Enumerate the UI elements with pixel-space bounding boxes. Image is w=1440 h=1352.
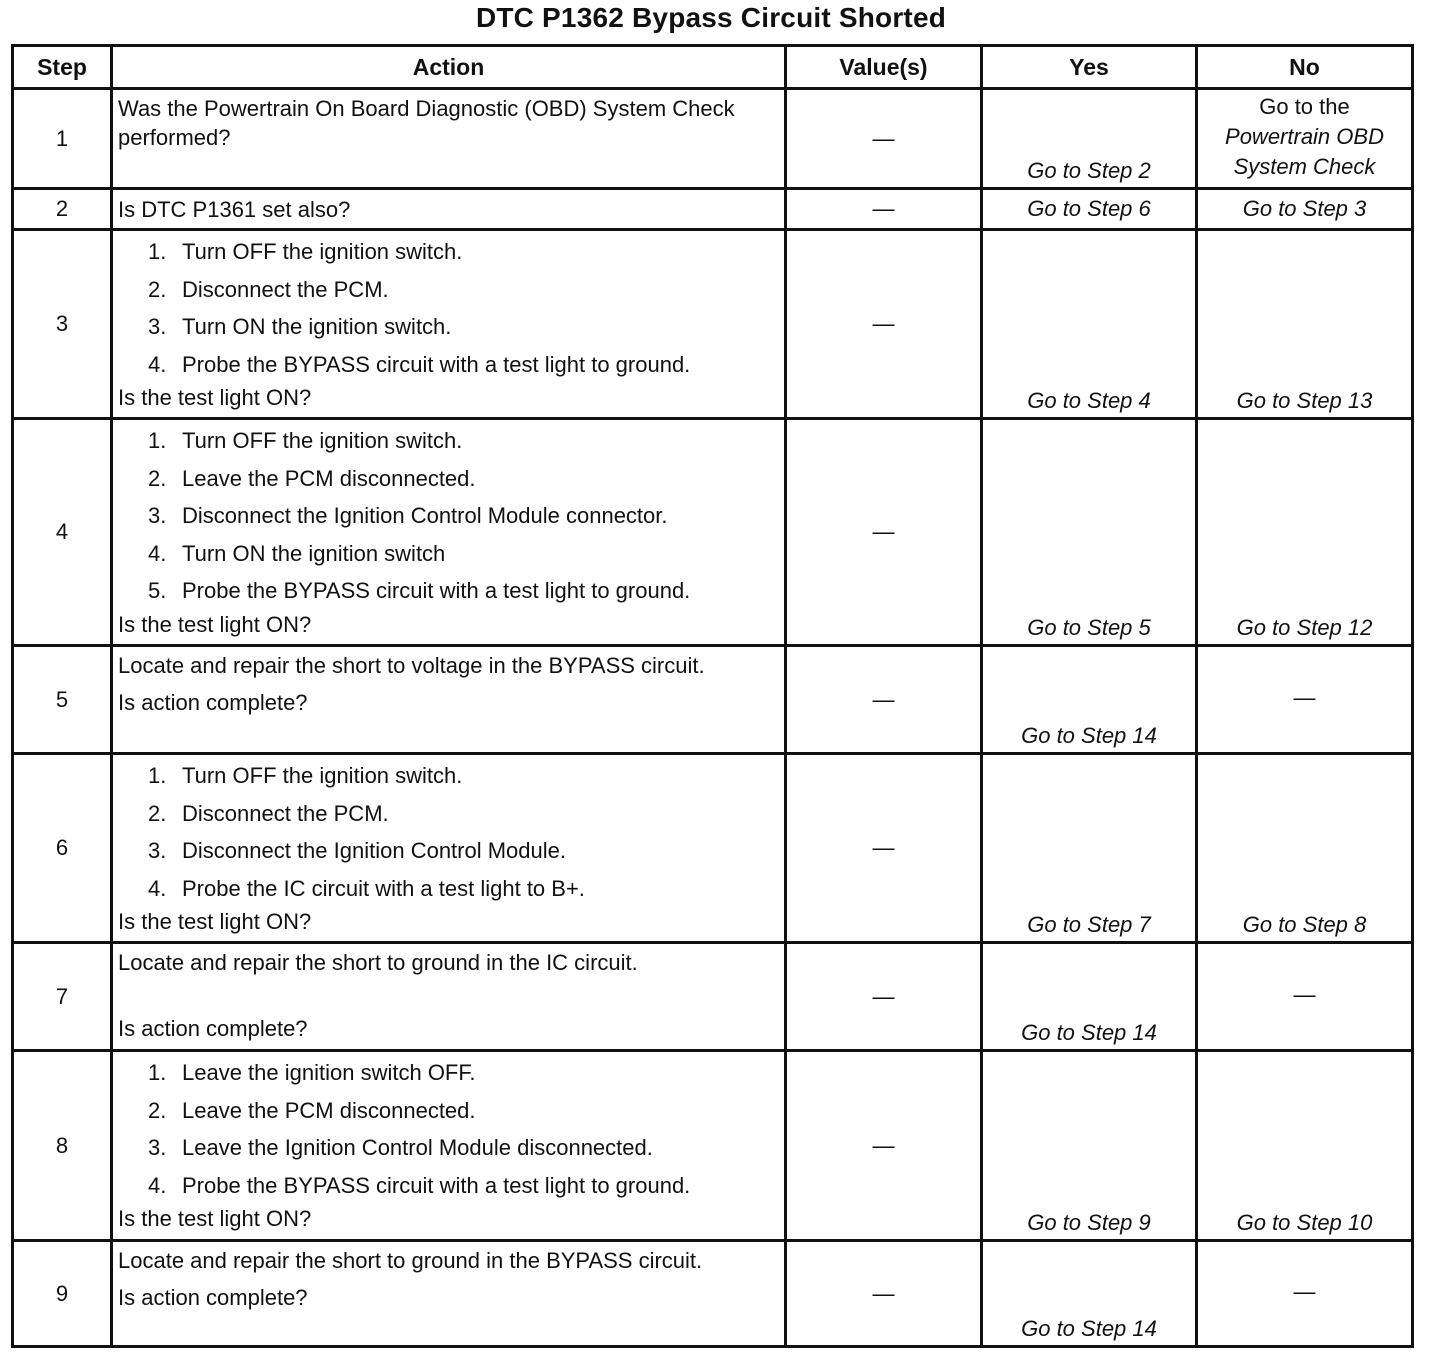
list-item (118, 346, 780, 384)
item-number: 4. (148, 351, 167, 377)
item-number: 4. (148, 875, 167, 901)
action-cell (112, 1241, 786, 1347)
value-cell: — (786, 230, 982, 419)
item-number: 1. (148, 239, 167, 264)
item-text: Turn OFF the ignition switch. (182, 428, 463, 453)
list-item (118, 832, 780, 870)
item-number: 1. (148, 428, 167, 453)
item-text: Turn OFF the ignition switch. (182, 763, 463, 788)
item-number: 4. (148, 540, 167, 566)
item-number: 1. (148, 1060, 167, 1085)
header-yes: Yes (982, 46, 1197, 89)
no-cell: Go to Step 13 (1197, 230, 1413, 419)
item-text: Probe the BYPASS circuit with a test light to ground. (182, 351, 691, 377)
item-number: 4. (148, 1172, 167, 1198)
item-text: Turn ON the ignition switch (182, 540, 446, 566)
no-cell: Go to Step 3 (1197, 189, 1413, 230)
list-item (118, 233, 780, 271)
item-text: Leave the ignition switch OFF. (182, 1060, 476, 1085)
list-item (118, 271, 780, 309)
step-number: 3 (13, 230, 112, 419)
header-values: Value(s) (786, 46, 982, 89)
list-item (118, 308, 780, 346)
list-item (118, 870, 780, 908)
action-cell (112, 419, 786, 646)
value-cell: — (786, 943, 982, 1051)
action-question: Is the test light ON? (118, 1206, 312, 1231)
value-cell: — (786, 89, 982, 189)
action-text: Is DTC P1361 set also? (118, 196, 351, 222)
item-text: Probe the IC circuit with a test light to B+. (182, 875, 585, 901)
value-cell: — (786, 1051, 982, 1241)
item-text: Disconnect the Ignition Control Module connector. (182, 503, 668, 528)
action-question: Is the test light ON? (118, 611, 312, 637)
value-cell: — (786, 419, 982, 646)
table-row (13, 230, 1413, 419)
header-row (13, 46, 1413, 89)
action-cell (112, 646, 786, 754)
header-action: Action (112, 46, 786, 89)
no-cell: Go to Step 8 (1197, 754, 1413, 943)
action-cell (112, 943, 786, 1051)
step-number: 2 (13, 189, 112, 230)
step-number: 9 (13, 1241, 112, 1347)
table-row (13, 943, 1413, 1051)
list-item (118, 757, 780, 795)
item-number: 2. (148, 465, 167, 491)
list-item (118, 1129, 780, 1167)
item-number: 3. (148, 503, 167, 528)
yes-cell: Go to Step 14 (982, 943, 1197, 1051)
action-question: Is the test light ON? (118, 385, 312, 410)
action-question: Is action complete? (118, 1285, 308, 1310)
table-row (13, 646, 1413, 754)
no-line: Powertrain OBD (1225, 124, 1384, 149)
action-text: Locate and repair the short to voltage in the BYPASS circuit. (118, 653, 705, 678)
item-text: Disconnect the Ignition Control Module. (182, 838, 566, 863)
list-item (118, 1092, 780, 1130)
table-row (13, 89, 1413, 189)
list-item (118, 497, 780, 535)
page-title: DTC P1362 Bypass Circuit Shorted (475, 2, 947, 33)
list-item (118, 572, 780, 610)
step-number: 7 (13, 943, 112, 1051)
table-row (13, 189, 1413, 230)
list-item (118, 535, 780, 573)
step-number: 1 (13, 89, 112, 189)
yes-cell: Go to Step 6 (982, 189, 1197, 230)
action-question: Is action complete? (118, 1016, 308, 1041)
yes-cell: Go to Step 4 (982, 230, 1197, 419)
table-row (13, 754, 1413, 943)
step-number: 5 (13, 646, 112, 754)
table-row (13, 419, 1413, 646)
action-text: Locate and repair the short to ground in the BYPASS circuit. (118, 1248, 703, 1273)
list-item (118, 422, 780, 460)
item-text: Leave the PCM disconnected. (182, 465, 476, 491)
step-number: 6 (13, 754, 112, 943)
list-item (118, 460, 780, 498)
item-number: 3. (148, 838, 167, 863)
no-cell: Go to Step 10 (1197, 1051, 1413, 1241)
yes-cell: Go to Step 5 (982, 419, 1197, 646)
action-question: Is action complete? (118, 690, 308, 715)
yes-cell: Go to Step 14 (982, 646, 1197, 754)
action-question: Is the test light ON? (118, 909, 312, 934)
no-line: System Check (1233, 154, 1376, 179)
no-cell: — (1197, 646, 1413, 754)
list-item (118, 795, 780, 833)
item-number: 1. (148, 763, 167, 788)
item-text: Disconnect the PCM. (182, 800, 389, 826)
item-number: 3. (148, 314, 167, 339)
value-cell: — (786, 754, 982, 943)
item-text: Probe the BYPASS circuit with a test light to ground. (182, 1172, 691, 1198)
no-cell: — (1197, 1241, 1413, 1347)
item-text: Probe the BYPASS circuit with a test light to ground. (182, 578, 691, 603)
list-item (118, 1167, 780, 1205)
diagnostic-table (11, 44, 1414, 1348)
item-text: Leave the Ignition Control Module disconnected. (182, 1135, 653, 1160)
item-number: 2. (148, 800, 167, 826)
list-item (118, 1054, 780, 1092)
action-cell (112, 230, 786, 419)
yes-cell: Go to Step 14 (982, 1241, 1197, 1347)
item-number: 2. (148, 1097, 167, 1123)
item-number: 5. (148, 578, 167, 603)
header-no: No (1197, 46, 1413, 89)
yes-cell: Go to Step 9 (982, 1051, 1197, 1241)
table-row (13, 1051, 1413, 1241)
item-text: Turn ON the ignition switch. (182, 314, 452, 339)
step-number: 8 (13, 1051, 112, 1241)
no-line: Go to the (1259, 94, 1350, 119)
header-step: Step (13, 46, 112, 89)
action-cell (112, 89, 786, 189)
action-cell (112, 754, 786, 943)
value-cell: — (786, 646, 982, 754)
table-row (13, 1241, 1413, 1347)
yes-cell: Go to Step 2 (982, 89, 1197, 189)
item-text: Turn OFF the ignition switch. (182, 239, 463, 264)
no-cell (1197, 89, 1413, 189)
no-cell: — (1197, 943, 1413, 1051)
no-cell: Go to Step 12 (1197, 419, 1413, 646)
action-text: Was the Powertrain On Board Diagnostic (OBD) System Check performed? (118, 96, 735, 150)
step-number: 4 (13, 419, 112, 646)
item-number: 2. (148, 276, 167, 302)
item-text: Leave the PCM disconnected. (182, 1097, 476, 1123)
action-cell (112, 189, 786, 230)
item-text: Disconnect the PCM. (182, 276, 389, 302)
item-number: 3. (148, 1135, 167, 1160)
action-text: Locate and repair the short to ground in the IC circuit. (118, 950, 638, 975)
value-cell: — (786, 1241, 982, 1347)
value-cell: — (786, 189, 982, 230)
action-cell (112, 1051, 786, 1241)
yes-cell: Go to Step 7 (982, 754, 1197, 943)
